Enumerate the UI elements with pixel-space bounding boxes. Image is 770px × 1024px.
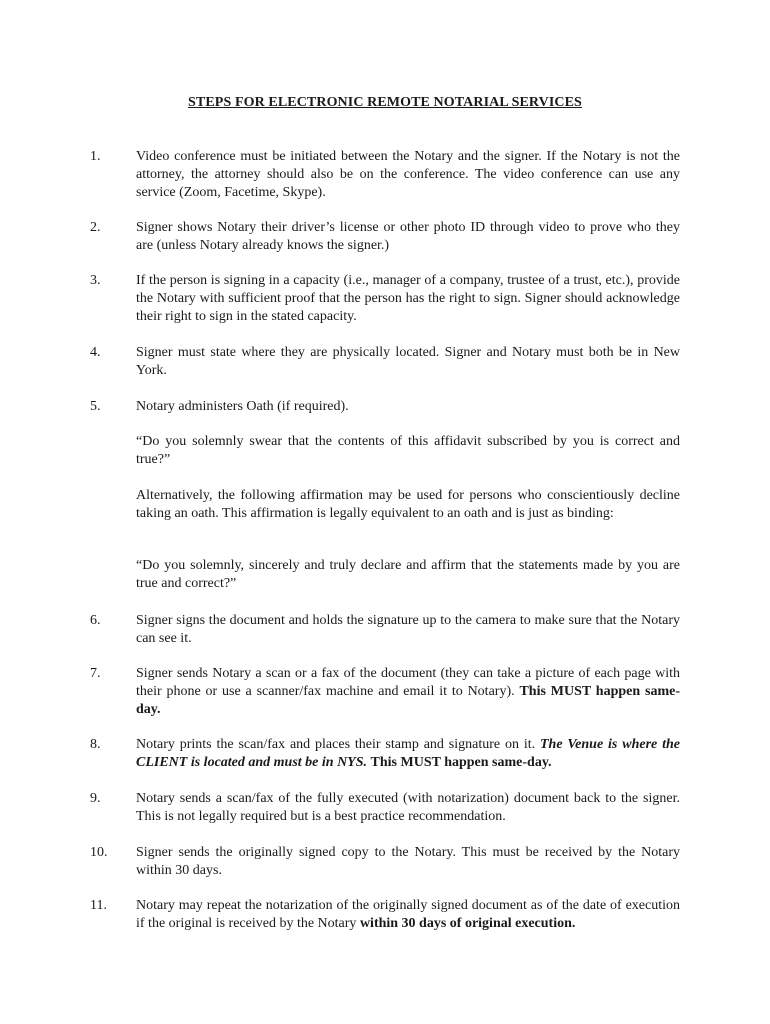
step-number: 8. [90, 737, 101, 752]
affirmation-quote: “Do you solemnly, sincerely and truly declare and affirm that the statements made by you are true and correct?” [136, 558, 680, 591]
thirty-day-requirement: within 30 days of original execution. [359, 916, 576, 931]
step-number: 5. [90, 399, 101, 414]
step-11 [90, 897, 680, 933]
step-text: Signer sends the originally signed copy to the Notary. This must be received by the Notary within 30 days. [136, 845, 680, 878]
oath-quote: “Do you solemnly swear that the contents of this affidavit subscribed by you is correct and true?” [136, 434, 680, 467]
venue-note: The Venue is where the CLIENT is located and must be in NYS. [136, 737, 680, 770]
step-text: Notary prints the scan/fax and places their stamp and signature on it. The Venue is where the CLIENT is located and must be in NYS. This MUST happen same-day. [136, 737, 680, 770]
document-title: STEPS FOR ELECTRONIC REMOTE NOTARIAL SERVICES [188, 95, 582, 110]
same-day-requirement: This MUST happen same-day. [370, 755, 552, 770]
step-number: 7. [90, 666, 101, 681]
same-day-requirement: This MUST happen same-day. [136, 684, 680, 717]
step-number: 2. [90, 220, 101, 235]
step-2 [90, 219, 680, 255]
step-number: 1. [90, 149, 101, 164]
step-text: Notary administers Oath (if required). [136, 399, 349, 414]
step-text: Signer sends Notary a scan or a fax of the document (they can take a picture of each page with their phone or use a scanner/fax machine and email it to Notary). This MUST happen same-day. [136, 666, 680, 717]
step-number: 9. [90, 791, 101, 806]
step-text: If the person is signing in a capacity (i.e., manager of a company, trustee of a trust, etc.), provide the Notary with sufficient proof that the person has the right to sign. Signer should acknowledge their right to sign in the stated capacity. [136, 273, 680, 324]
step-text: Signer shows Notary their driver’s license or other photo ID through video to prove who they are (unless Notary already knows the signer.) [136, 220, 680, 253]
step-text: Video conference must be initiated between the Notary and the signer. If the Notary is not the attorney, the attorney should also be on the conference. The video conference can use any service (Zoom, Facetime, Skype). [136, 149, 680, 200]
step-number: 6. [90, 613, 101, 628]
step-5 [90, 398, 680, 416]
step-number: 4. [90, 345, 101, 360]
step-9 [90, 790, 680, 826]
step-1 [90, 148, 680, 202]
step-6 [90, 612, 680, 648]
step-3 [90, 272, 680, 326]
step-8 [90, 736, 680, 772]
step-text: Notary sends a scan/fax of the fully executed (with notarization) document back to the signer. This is not legally required but is a best practice recommendation. [136, 791, 680, 824]
step-text: Signer signs the document and holds the signature up to the camera to make sure that the Notary can see it. [136, 613, 680, 646]
step-number: 11. [90, 898, 107, 913]
step-text: Notary may repeat the notarization of the originally signed document as of the date of execution if the original is received by the Notary within 30 days of original execution. [136, 898, 680, 931]
affirmation-intro: Alternatively, the following affirmation may be used for persons who conscientiously decline taking an oath. This affirmation is legally equivalent to an oath and is just as binding: [136, 488, 680, 521]
step-4 [90, 344, 680, 380]
step-10 [90, 844, 680, 880]
step-number: 10. [90, 845, 108, 860]
step-number: 3. [90, 273, 101, 288]
step-7 [90, 665, 680, 719]
step-text: Signer must state where they are physically located. Signer and Notary must both be in New York. [136, 345, 680, 378]
